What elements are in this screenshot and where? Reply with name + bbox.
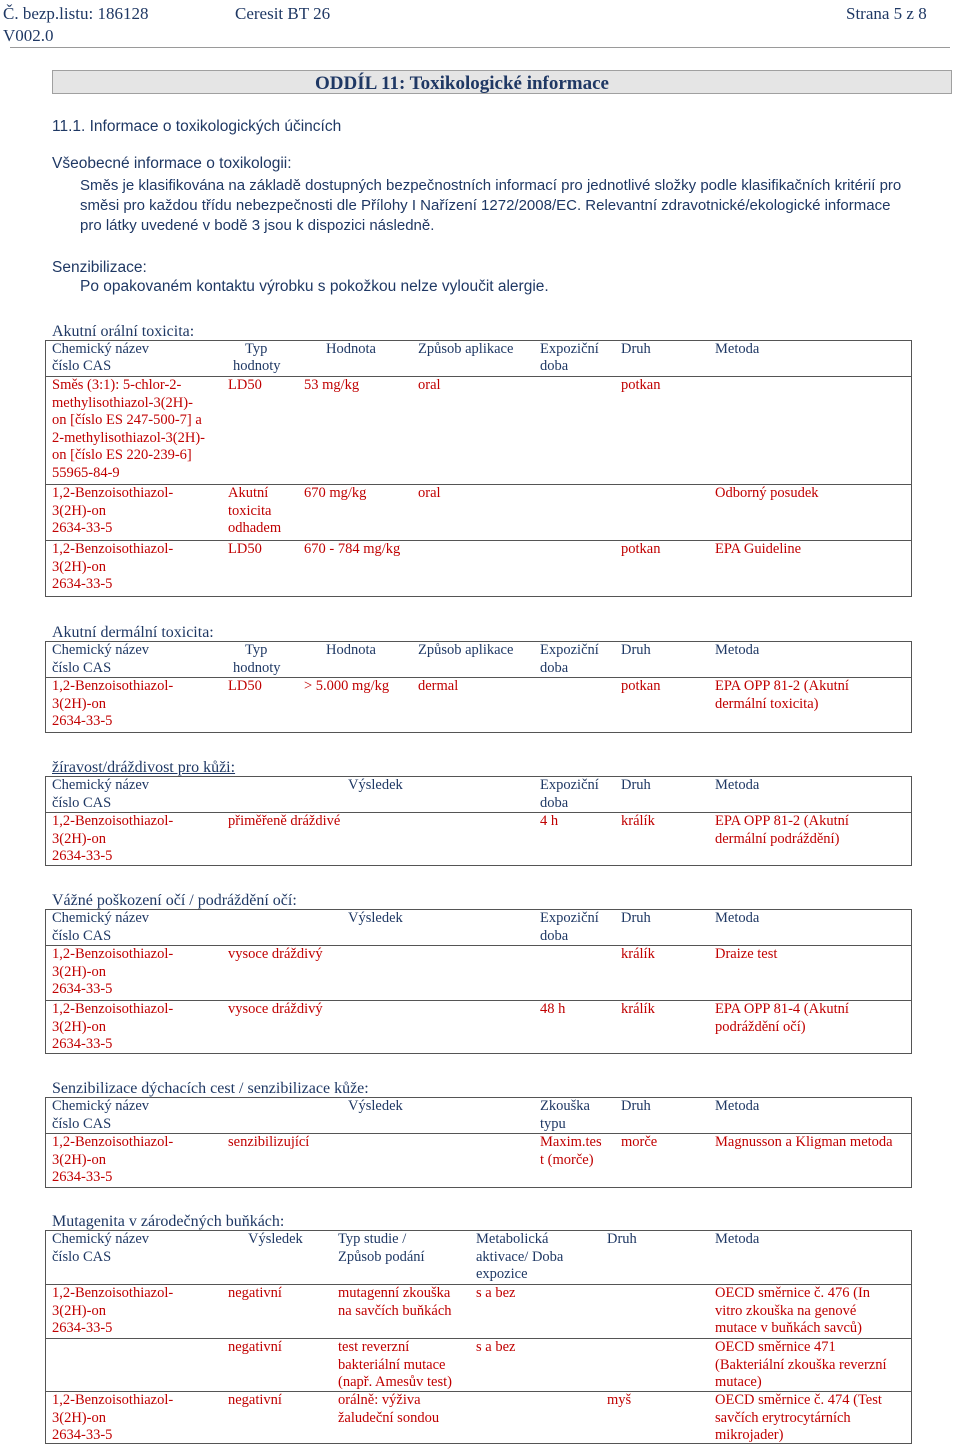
muta-r1-method-2: vitro zkouška na genové [715,1302,857,1319]
muta-r3-method: OECD směrnice č. 474 (Test [715,1392,882,1408]
eye-r1-method: Draize test [715,946,778,962]
chem-name: 1,2-Benzoisothiazol- [52,946,174,962]
dermal-r1-value: > 5.000 mg/kg [304,678,390,694]
eye-r2-method: EPA OPP 81-4 (Akutní [715,1001,849,1017]
col-header-species: Druh [621,1098,651,1114]
chem-name: 1,2-Benzoisothiazol- [52,541,174,557]
col-header-method: Metoda [715,777,760,793]
skin-r1-species: králík [621,813,655,829]
chem-name-2: 3(2H)-on [52,1302,106,1319]
mix-line-2: methylisothiazol-3(2H)- [52,394,193,411]
product-name: Ceresit BT 26 [235,4,331,23]
resp-r1-species: morče [621,1134,658,1150]
general-line-1: Směs je klasifikována na základě dostupných bezpečnostních informací pro jednotlivé složky podle klasifikačních kritérií pro [80,177,902,194]
col-header-value: Hodnota [326,642,376,658]
header-divider [10,47,950,48]
muta-r3-result: negativní [228,1392,282,1408]
oral-r3-species: potkan [621,541,661,557]
chem-cas: 2634-33-5 [52,713,113,729]
chem-name-2: 3(2H)-on [52,1151,106,1168]
col-header-route: Způsob aplikace [418,341,514,357]
muta-r2-method: OECD směrnice 471 [715,1339,836,1355]
oral-r3-method: EPA Guideline [715,541,802,557]
col-header-result: Výsledek [348,1098,403,1114]
col-header-chem: Chemický název [52,910,150,926]
muta-r3-type: orálně: výživa [338,1392,421,1408]
col-header-exposure-2: doba [540,659,569,676]
col-header-metabolic: Metabolická [476,1231,549,1247]
muta-r2-metabolic: s a bez [476,1339,516,1355]
col-header-method: Metoda [715,1098,760,1114]
general-line-2: směsi pro každou třídu nebezpečnosti dle Přílohy I Nařízení 1272/2008/EC. Relevantní zdravotnické/ekologické informace [80,197,891,214]
col-header-species: Druh [607,1231,637,1247]
muta-r3-type-2: žaludeční sondou [338,1409,440,1426]
chem-name-2: 3(2H)-on [52,830,106,847]
col-header-method: Metoda [715,1231,760,1247]
skin-title: žíravost/dráždivost pro kůži: [52,759,236,776]
eye-r2-species: králík [621,1001,655,1017]
muta-r1-method-3: mutace v buňkách savců) [715,1320,862,1336]
col-header-route: Způsob aplikace [418,642,514,658]
muta-r1-result: negativní [228,1285,282,1301]
eye-r1-result: vysoce dráždivý [228,946,323,962]
skin-r1-result: přiměřeně dráždivé [228,813,341,829]
chem-cas: 2634-33-5 [52,520,113,536]
chem-name: 1,2-Benzoisothiazol- [52,1134,174,1150]
oral-r1-species: potkan [621,377,661,393]
col-header-study-type-2: Způsob podání [338,1248,425,1265]
dermal-r1-type: LD50 [228,678,262,694]
chem-cas: 2634-33-5 [52,1169,113,1185]
muta-r1-metabolic: s a bez [476,1285,516,1301]
chem-name-2: 3(2H)-on [52,1018,106,1035]
col-header-test: Zkouška [540,1098,590,1114]
col-header-species: Druh [621,777,651,793]
col-header-type-2: hodnoty [233,659,281,676]
col-header-exposure-2: doba [540,358,569,374]
page-number: Strana 5 z 8 [846,4,927,23]
oral-r2-method: Odborný posudek [715,485,819,501]
skin-r1-exposure: 4 h [540,813,559,829]
resp-r1-method: Magnusson a Kligman metoda [715,1134,893,1150]
muta-r1-method: OECD směrnice č. 476 (In [715,1285,871,1301]
general-text [80,176,950,236]
document-number: Č. bezp.listu: 186128 [3,4,149,23]
subsection-title: 11.1. Informace o toxikologických účincích [52,118,342,135]
oral-r3-value: 670 - 784 mg/kg [304,541,401,557]
sensitization-heading: Senzibilizace: [52,259,147,276]
eye-r2-result: vysoce dráždivý [228,1001,323,1017]
col-header-species: Druh [621,642,651,658]
col-header-species: Druh [621,910,651,926]
eye-r1-species: králík [621,946,655,962]
col-header-result: Výsledek [348,910,403,926]
dermal-r1-method: EPA OPP 81-2 (Akutní [715,678,849,694]
chem-cas: 2634-33-5 [52,1320,113,1336]
col-header-type: Typ [245,341,268,357]
oral-r3-type: LD50 [228,541,262,557]
version: V002.0 [3,26,54,45]
muta-r2-method-2: (Bakteriální zkouška reverzní [715,1356,887,1373]
muta-r2-result: negativní [228,1339,282,1355]
col-header-cas: číslo CAS [52,794,112,811]
oral-r1-route: oral [418,377,441,393]
col-header-chem: Chemický název [52,341,150,357]
skin-r1-method: EPA OPP 81-2 (Akutní [715,813,849,829]
chem-name: 1,2-Benzoisothiazol- [52,813,174,829]
muta-r2-type: test reverzní [338,1339,410,1355]
chem-name-2: 3(2H)-on [52,695,106,712]
col-header-cas: číslo CAS [52,659,112,676]
muta-r1-type: mutagenní zkouška [338,1285,451,1301]
chem-name-2: 3(2H)-on [52,1409,106,1426]
mix-line-5: on [číslo ES 220-239-6] [52,447,192,463]
col-header-chem: Chemický název [52,642,150,658]
chem-name: 1,2-Benzoisothiazol- [52,1392,174,1408]
oral-r2-type: Akutní [228,485,269,501]
col-header-test-2: typu [540,1115,566,1132]
col-header-exposure: Expoziční [540,777,599,793]
col-header-result: Výsledek [248,1231,303,1247]
muta-r2-method-3: mutace) [715,1374,762,1390]
col-header-cas: číslo CAS [52,927,112,944]
resp-r1-test: Maxim.tes [540,1134,602,1150]
chem-cas: 2634-33-5 [52,1427,113,1443]
col-header-exposure-2: doba [540,927,569,944]
muta-r3-species: myš [607,1392,632,1408]
chem-name: 1,2-Benzoisothiazol- [52,1285,174,1301]
col-header-method: Metoda [715,341,760,357]
muta-r2-type-3: (např. Amesův test) [338,1374,452,1390]
col-header-type-2: hodnoty [233,358,281,374]
mix-line-4: 2-methylisothiazol-3(2H)- [52,429,206,446]
chem-name-2: 3(2H)-on [52,558,106,575]
oral-r1-type: LD50 [228,377,262,393]
chem-name: 1,2-Benzoisothiazol- [52,1001,174,1017]
col-header-type: Typ [245,642,268,658]
muta-r3-method-2: savčích erytrocytárních [715,1409,851,1426]
mix-line-3: on [číslo ES 247-500-7] a [52,412,202,428]
col-header-cas: číslo CAS [52,1115,112,1132]
chem-name: 1,2-Benzoisothiazol- [52,485,174,501]
resp-r1-test-2: t (morče) [540,1151,594,1168]
skin-r1-method-2: dermální podráždění) [715,830,840,847]
col-header-exposure: Expoziční [540,642,599,658]
sensitization-text: Po opakovaném kontaktu výrobku s pokožkou nelze vyloučit alergie. [80,278,549,295]
chem-cas: 2634-33-5 [52,848,113,864]
section-title: ODDÍL 11: Toxikologické informace [315,73,609,94]
chem-cas: 2634-33-5 [52,981,113,997]
resp-title: Senzibilizace dýchacích cest / senzibilizace kůže: [52,1080,369,1097]
col-header-chem: Chemický název [52,1098,150,1114]
chem-name: 1,2-Benzoisothiazol- [52,678,174,694]
col-header-method: Metoda [715,910,760,926]
col-header-exposure: Expoziční [540,341,599,357]
muta-title: Mutagenita v zárodečných buňkách: [52,1213,285,1230]
oral-r2-value: 670 mg/kg [304,485,367,501]
chem-name-2: 3(2H)-on [52,502,106,519]
col-header-value: Hodnota [326,341,376,357]
chem-cas: 2634-33-5 [52,1036,113,1052]
col-header-metabolic-3: expozice [476,1266,528,1282]
muta-r1-type-2: na savčích buňkách [338,1302,452,1319]
dermal-r1-route: dermal [418,678,459,694]
dermal-r1-method-2: dermální toxicita) [715,695,819,712]
oral-r1-value: 53 mg/kg [304,377,360,393]
col-header-exposure-2: doba [540,794,569,811]
resp-r1-result: senzibilizující [228,1134,310,1150]
oral-r2-route: oral [418,485,441,501]
oral-r2-type-3: odhadem [228,520,282,536]
col-header-chem: Chemický název [52,1231,150,1247]
col-header-exposure: Expoziční [540,910,599,926]
general-line-3: pro látky uvedené v bodě 3 jsou k dispozici následně. [80,217,435,234]
table-row-divider [45,945,912,946]
col-header-chem: Chemický název [52,777,150,793]
col-header-cas: číslo CAS [52,358,112,374]
col-header-metabolic-2: aktivace/ Doba [476,1248,564,1265]
dermal-title: Akutní dermální toxicita: [52,624,214,641]
chem-cas: 2634-33-5 [52,576,113,592]
general-heading: Všeobecné informace o toxikologii: [52,155,292,172]
eye-r2-exposure: 48 h [540,1001,566,1017]
oral-title: Akutní orální toxicita: [52,323,195,340]
oral-r2-type-2: toxicita [228,502,272,519]
dermal-r1-species: potkan [621,678,661,694]
eye-title: Vážné poškození očí / podráždění očí: [52,892,297,909]
col-header-study-type: Typ studie / [338,1231,407,1247]
muta-r3-method-3: mikrojader) [715,1427,784,1443]
eye-r2-method-2: podráždění očí) [715,1018,806,1035]
mix-line-1: Směs (3:1): 5-chlor-2- [52,377,182,393]
mix-cas: 55965-84-9 [52,464,120,481]
col-header-cas: číslo CAS [52,1248,112,1265]
chem-name-2: 3(2H)-on [52,963,106,980]
col-header-method: Metoda [715,642,760,658]
col-header-species: Druh [621,341,651,357]
muta-r2-type-2: bakteriální mutace [338,1356,446,1373]
col-header-result: Výsledek [348,777,403,793]
